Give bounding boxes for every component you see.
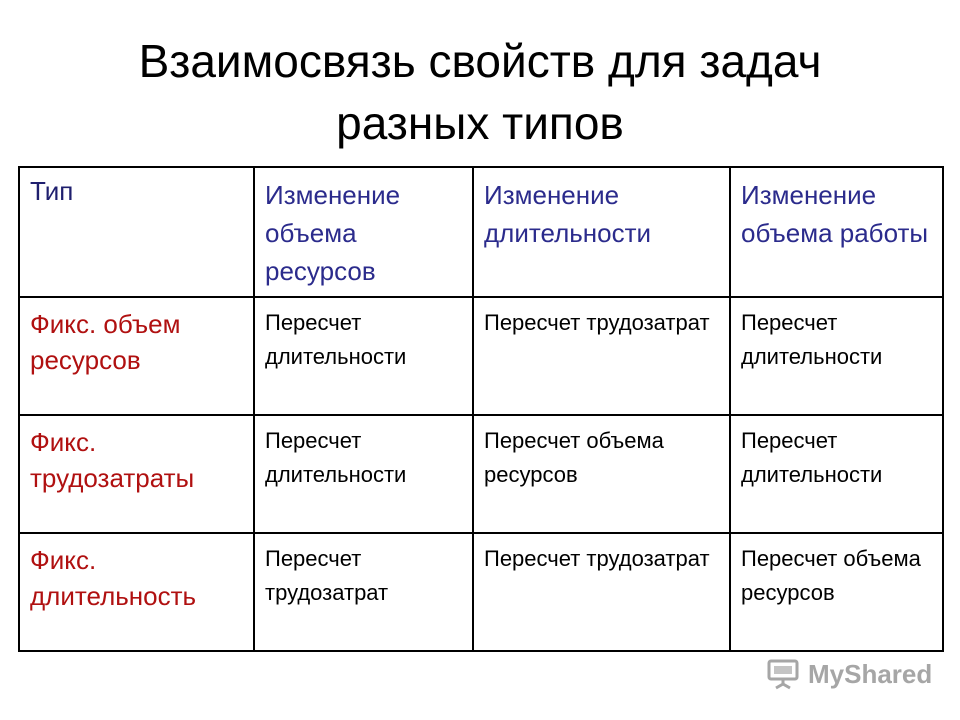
slide-title-line-2: разных типов [336, 97, 624, 149]
table-cell: Пересчет длительности [730, 297, 943, 415]
watermark-text: MyShared [808, 658, 933, 689]
table-header-row [19, 167, 943, 297]
header-resource-volume: Изменение объема ресурсов [254, 167, 473, 297]
properties-table [18, 166, 944, 652]
row-label-fixed-work: Фикс. трудозатраты [19, 415, 254, 533]
row-label-fixed-duration: Фикс. длительность [19, 533, 254, 651]
header-type: Тип [19, 167, 254, 297]
header-duration: Изменение длительности [473, 167, 730, 297]
table-cell: Пересчет трудозатрат [473, 533, 730, 651]
table-row [19, 297, 943, 415]
slide-title [0, 30, 960, 154]
presentation-board-icon [766, 657, 800, 691]
table-row [19, 415, 943, 533]
slide-title-line-1: Взаимосвязь свойств для задач [138, 35, 822, 87]
table-cell: Пересчет длительности [254, 297, 473, 415]
header-work-volume: Изменение объема работы [730, 167, 943, 297]
table-cell: Пересчет трудозатрат [473, 297, 730, 415]
table-cell: Пересчет трудозатрат [254, 533, 473, 651]
row-label-fixed-units: Фикс. объем ресурсов [19, 297, 254, 415]
table-cell: Пересчет длительности [254, 415, 473, 533]
table-row [19, 533, 943, 651]
table-cell: Пересчет объема ресурсов [730, 533, 943, 651]
table-cell: Пересчет длительности [730, 415, 943, 533]
table-cell: Пересчет объема ресурсов [473, 415, 730, 533]
watermark [766, 656, 932, 692]
